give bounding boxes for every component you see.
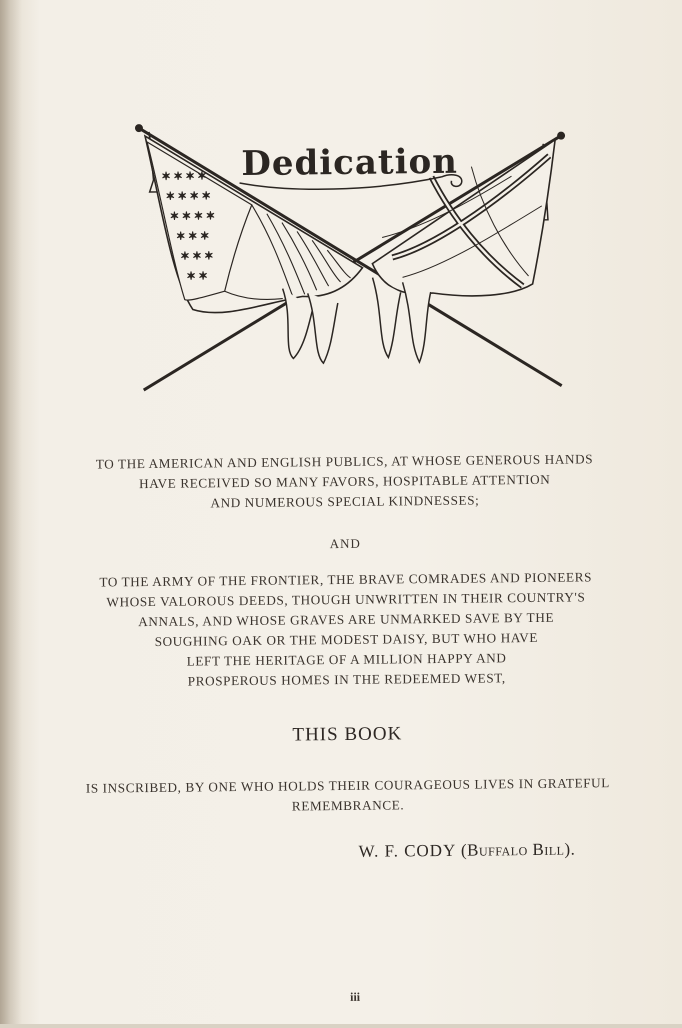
svg-text:✶ ✶ ✶: ✶ ✶ ✶: [176, 230, 210, 243]
text-line: WHOSE VALOROUS DEEDS, THOUGH UNWRITTEN IN THEIR COUNTRY'S: [106, 589, 586, 610]
signature-nickname: (Buffalo Bill).: [460, 839, 576, 860]
dedication-heading: Dedication: [241, 141, 459, 185]
text-line: TO THE ARMY OF THE FRONTIER, THE BRAVE COMRADES AND PIONEERS: [99, 569, 593, 590]
text-line: AND NUMEROUS SPECIAL KINDNESSES;: [210, 492, 480, 511]
text-line: ANNALS, AND WHOSE GRAVES ARE UNMARKED SAVE BY THE: [138, 609, 555, 630]
text-line: SOUGHING OAK OR THE MODEST DAISY, BUT WHO HAVE: [154, 629, 539, 649]
text-line: PROSPEROUS HOMES IN THE REDEEMED WEST,: [187, 670, 506, 689]
dedication-paragraph-army: [41, 567, 652, 693]
text-line: IS INSCRIBED, BY ONE WHO HOLDS THEIR COURAGEOUS LIVES IN GRATEFUL: [85, 775, 610, 796]
page-number: iii: [349, 989, 361, 1004]
text-line: REMEMBRANCE.: [291, 797, 405, 814]
conjunction-and: AND: [329, 535, 361, 552]
svg-text:✶ ✶ ✶ ✶: ✶ ✶ ✶ ✶: [165, 190, 211, 203]
text-line: HAVE RECEIVED SO MANY FAVORS, HOSPITABLE ATTENTION: [138, 471, 551, 492]
this-book-heading: THIS BOOK: [292, 723, 403, 746]
svg-text:✶ ✶ ✶ ✶: ✶ ✶ ✶ ✶: [169, 210, 216, 223]
text-line: TO THE AMERICAN AND ENGLISH PUBLICS, AT WHOSE GENEROUS HANDS: [95, 451, 594, 472]
crossed-flags-illustration: [131, 116, 574, 411]
signature-name: W. F. CODY: [358, 840, 456, 861]
svg-text:✶ ✶: ✶ ✶: [186, 270, 208, 283]
svg-text:✶ ✶ ✶: ✶ ✶ ✶: [180, 250, 214, 263]
crossed-flags-icon: [131, 116, 574, 411]
svg-text:✶ ✶ ✶ ✶: ✶ ✶ ✶ ✶: [161, 170, 207, 183]
dedication-paragraph-inscribed: [43, 773, 653, 819]
text-line: LEFT THE HERITAGE OF A MILLION HAPPY AND: [186, 650, 507, 669]
author-signature: [358, 840, 575, 862]
dedication-paragraph-publics: [39, 449, 650, 515]
